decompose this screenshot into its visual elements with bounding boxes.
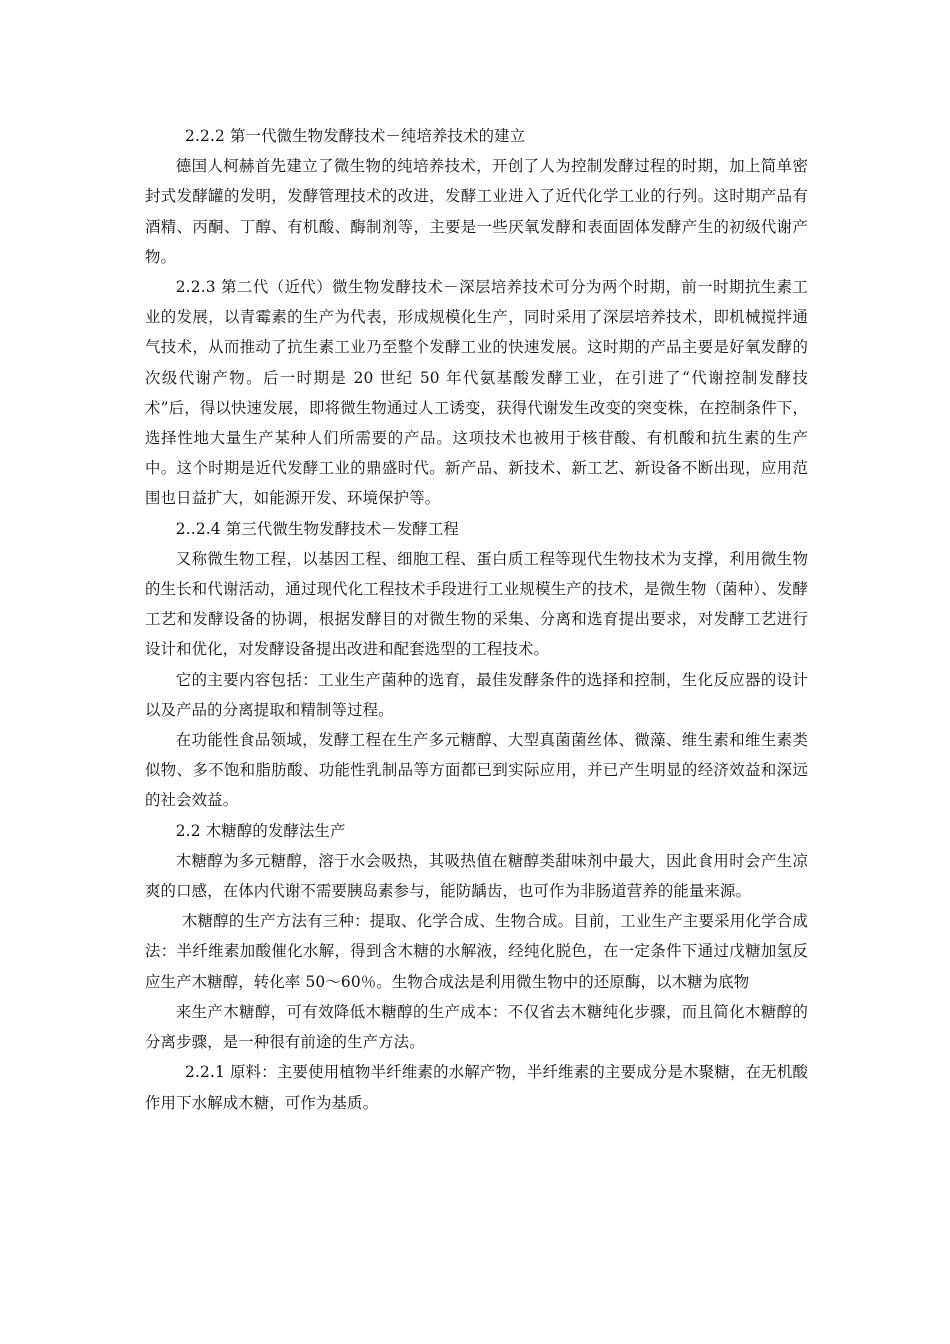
paragraph: 来生产木糖醇，可有效降低木糖醇的生产成本：不仅省去木糖纯化步骤，而且简化木糖醇的分离步骤，是一种很有前途的生产方法。 [145,1002,808,1052]
section-heading-2-2-4: 2..2.4 第三代微生物发酵技术－发酵工程 [175,519,459,538]
paragraph: 德国人柯赫首先建立了微生物的纯培养技术，开创了人为控制发酵过程的时期，加上简单密封式发酵罐的发明，发酵管理技术的改进，发酵工业进入了近代化学工业的行列。这时期产品有酒精、丙酮、丁醇、有机酸、酶制剂等，主要是一些厌氧发酵和表面固体发酵产生的初级代谢产物。 [145,157,808,266]
paragraph: 木糖醇的生产方法有三种：提取、化学合成、生物合成。目前，工业生产主要采用化学合成法：半纤维素加酸催化水解，得到含木糖的水解液，经纯化脱色，在一定条件下通过戊糖加氢反应生产木糖醇，转化率 50～60％。生物合成法是利用微生物中的还原酶，以木糖为底物 [145,912,808,991]
document-page [145,121,808,1118]
paragraph: 它的主要内容包括：工业生产菌种的选育，最佳发酵条件的选择和控制，生化反应器的设计以及产品的分离提取和精制等过程。 [145,670,808,719]
paragraph: 2.2.1 原料：主要使用植物半纤维素的水解产物，半纤维素的主要成分是木聚糖，在无机酸作用下水解成木糖，可作为基质。 [145,1063,808,1112]
paragraph: 2.2.3 第二代（近代）微生物发酵技术－深层培养技术可分为两个时期，前一时期抗生素工业的发展，以青霉素的生产为代表，形成规模化生产，同时采用了深层培养技术，即机械搅拌通气技术，从而推动了抗生素工业乃至整个发酵工业的快速发展。这时期的产品主要是好氧发酵的次级代谢产物。后一时期是 20 世纪 50 年代氨基酸发酵工业，在引进了“代谢控制发酵技术”后，得以快速发展，即将微生物通过人工诱变，获得代谢发生改变的突变株，在控制条件下，选择性地大量生产某种人们所需要的产品。这项技术也被用于核苷酸、有机酸和抗生素的生产中。这个时期是近代发酵工业的鼎盛时代。新产品、新技术、新工艺、新设备不断出现，应用范围也日益扩大，如能源开发、环境保护等。 [145,278,808,508]
paragraph: 木糖醇为多元糖醇，溶于水会吸热，其吸热值在糖醇类甜味剂中最大，因此食用时会产生凉爽的口感，在体内代谢不需要胰岛素参与，能防龋齿，也可作为非肠道营养的能量来源。 [145,851,808,901]
paragraph: 又称微生物工程，以基因工程、细胞工程、蛋白质工程等现代生物技术为支撑，利用微生物的生长和代谢活动，通过现代化工程技术手段进行工业规模生产的技术，是微生物（菌种）、发酵工艺和发酵设备的协调，根据发酵目的对微生物的采集、分离和选育提出要求，对发酵工艺进行设计和优化，对发酵设备提出改进和配套选型的工程技术。 [145,549,808,659]
section-heading-2-2-2: 2.2.2 第一代微生物发酵技术－纯培养技术的建立 [185,127,526,145]
section-heading-2-2: 2.2 木糖醇的发酵法生产 [175,821,346,840]
paragraph: 在功能性食品领域，发酵工程在生产多元糖醇、大型真菌菌丝体、微藻、维生素和维生素类似物、多不饱和脂肪酸、功能性乳制品等方面都已到实际应用，并已产生明显的经济效益和深远的社会效益。 [145,731,808,810]
